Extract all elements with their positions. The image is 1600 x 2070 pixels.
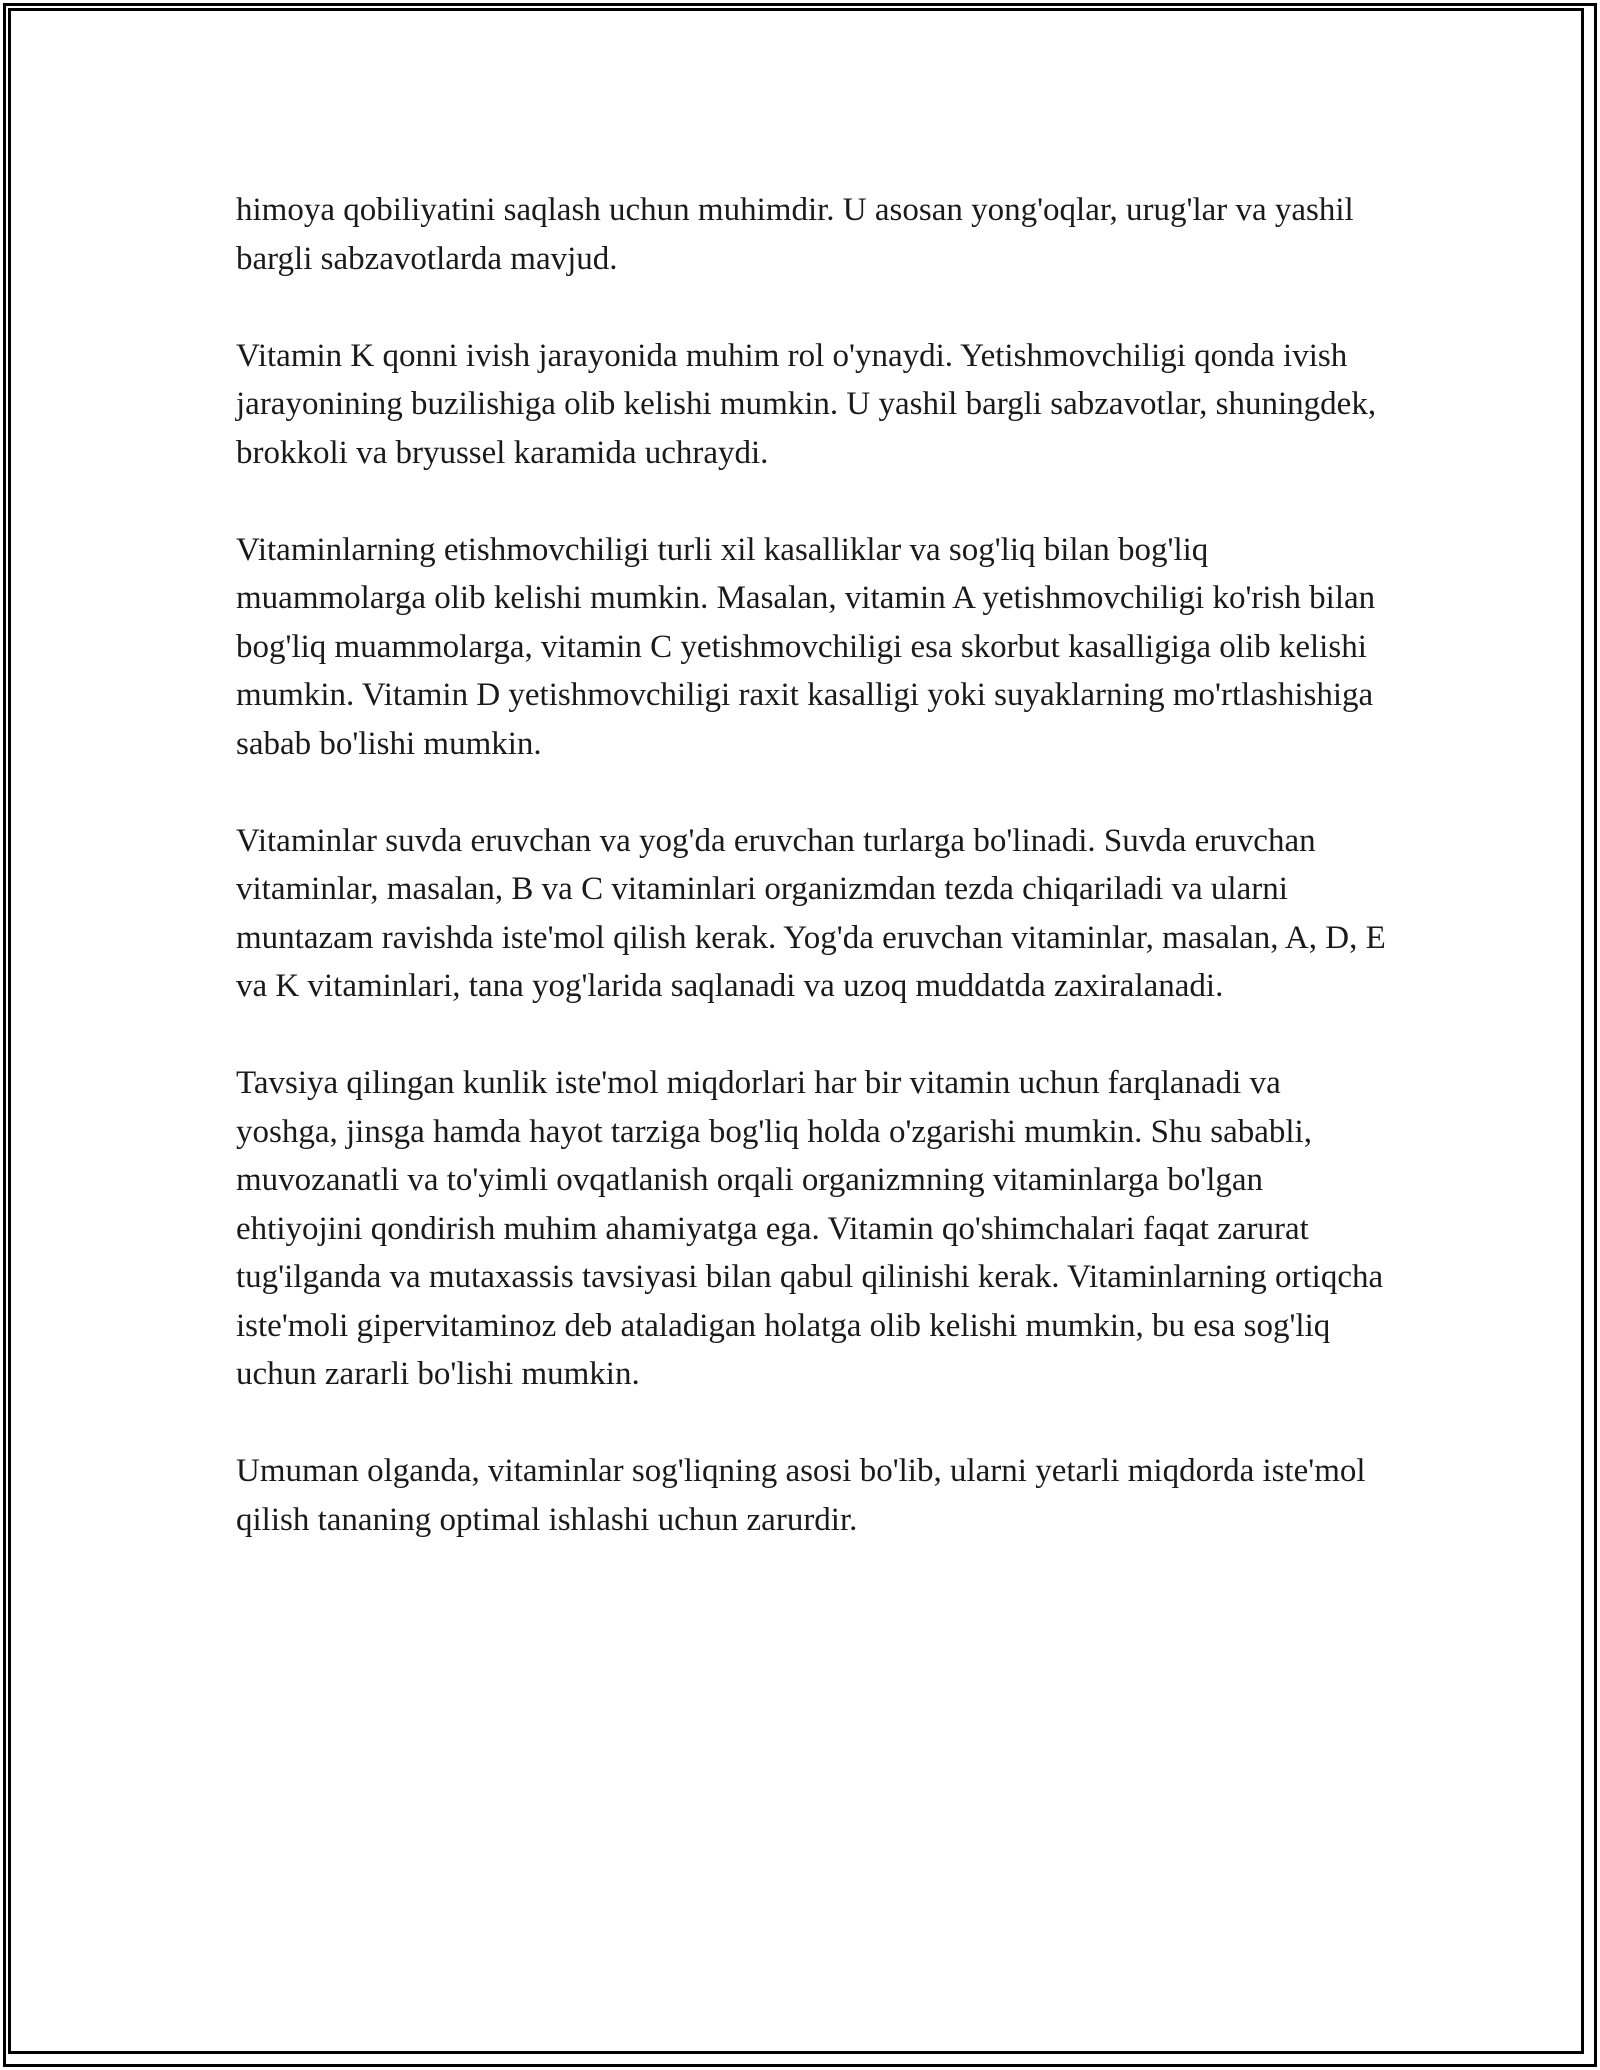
- paragraph-deficiency: Vitaminlarning etishmovchiligi turli xil kasalliklar va sog'liq bilan bog'liq muammolarga olib kelishi mumkin. Masalan, vitamin A yetishmovchiligi ko'rish bilan bog'liq muammolarga, vitamin C yetishmovchiligi esa skorbut kasalligiga olib kelishi mumkin. Vitamin D yetishmovchiligi raxit kasalligi yoki suyaklarning mo'rtlashishiga sabab bo'lishi mumkin.: [236, 531, 1376, 762]
- paragraph-daily-intake: Tavsiya qilingan kunlik iste'mol miqdorlari har bir vitamin uchun farqlanadi va yoshga, jinsga hamda hayot tarziga bog'liq holda o'zgarishi mumkin. Shu sababli, muvozanatli va to'yimli ovqatlanish orqali organizmning vitaminlarga bo'lgan ehtiyojini qondirish muhim ahamiyatga ega. Vitamin qo'shimchalari faqat zarurat tug'ilganda va mutaxassis tavsiyasi bilan qabul qilinishi kerak. Vitaminlarning ortiqcha iste'moli gipervitaminoz deb ataladigan holatga olib kelishi mumkin, bu esa sog'liq uchun zararli bo'lishi mumkin.: [236, 1065, 1384, 1392]
- paragraph-vitamin-k: Vitamin K qonni ivish jarayonida muhim rol o'ynaydi. Yetishmovchiligi qonda ivish jarayonining buzilishiga olib kelishi mumkin. U yashil bargli sabzavotlar, shuningdek, brokkoli va bryussel karamida uchraydi.: [236, 337, 1377, 471]
- paragraph-e-vitamin-continuation: himoya qobiliyatini saqlash uchun muhimdir. U asosan yong'oqlar, urug'lar va yashil bargli sabzavotlarda mavjud.: [236, 192, 1354, 277]
- paragraph-solubility: Vitaminlar suvda eruvchan va yog'da eruvchan turlarga bo'linadi. Suvda eruvchan vitaminlar, masalan, B va C vitaminlari organizmdan tezda chiqariladi va ularni muntazam ravishda iste'mol qilish kerak. Yog'da eruvchan vitaminlar, masalan, A, D, E va K vitaminlari, tana yog'larida saqlanadi va uzoq muddatda zaxiralanadi.: [236, 822, 1386, 1004]
- document-body: [236, 186, 1386, 1593]
- paragraph-conclusion: Umuman olganda, vitaminlar sog'liqning asosi bo'lib, ularni yetarli miqdorda iste'mol qilish tananing optimal ishlashi uchun zarurdir.: [236, 1453, 1366, 1538]
